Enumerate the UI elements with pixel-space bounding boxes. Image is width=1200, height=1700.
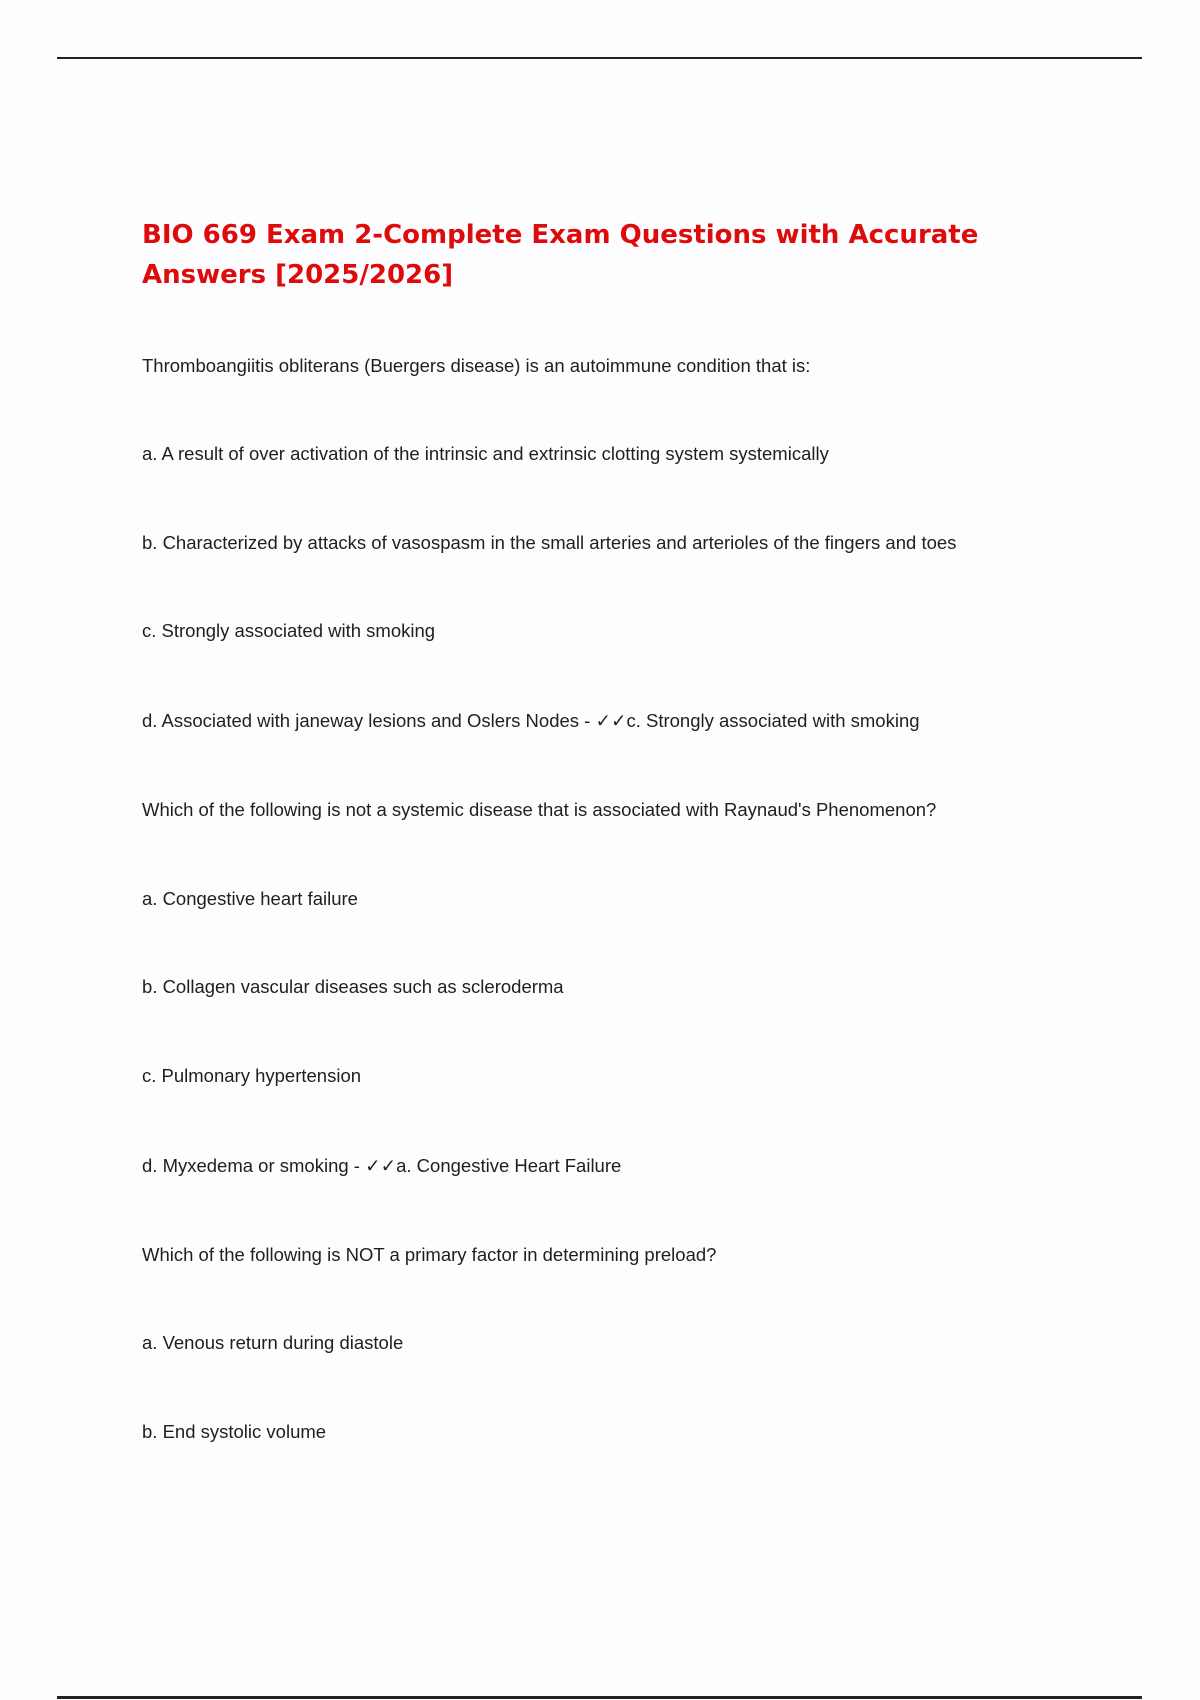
question-2-option-a: a. Congestive heart failure	[142, 888, 358, 909]
question-1-option-b: b. Characterized by attacks of vasospasm in the small arteries and arterioles of the fingers and toes	[142, 532, 957, 553]
question-2-option-c: c. Pulmonary hypertension	[142, 1065, 362, 1086]
question-3-option-b: b. End systolic volume	[142, 1421, 327, 1442]
header-rule	[57, 57, 1142, 59]
footer-rule	[57, 1696, 1142, 1699]
question-2-option-d-answer: d. Myxedema or smoking - ✓✓a. Congestive Heart Failure	[142, 1155, 622, 1176]
question-1-stem: Thromboangiitis obliterans (Buergers disease) is an autoimmune condition that is:	[142, 355, 811, 376]
question-1-option-d-answer: d. Associated with janeway lesions and Oslers Nodes - ✓✓c. Strongly associated with smoking	[142, 710, 920, 731]
question-3-stem: Which of the following is NOT a primary factor in determining preload?	[142, 1244, 717, 1265]
question-2-stem: Which of the following is not a systemic disease that is associated with Raynaud's Phenomenon?	[142, 799, 937, 820]
question-3-option-a: a. Venous return during diastole	[142, 1332, 404, 1353]
question-1-option-c: c. Strongly associated with smoking	[142, 620, 436, 641]
document-title: BIO 669 Exam 2-Complete Exam Questions with Accurate Answers [2025/2026]	[142, 220, 979, 290]
question-1-option-a: a. A result of over activation of the intrinsic and extrinsic clotting system systemically	[142, 443, 829, 464]
question-2-option-b: b. Collagen vascular diseases such as scleroderma	[142, 976, 564, 997]
